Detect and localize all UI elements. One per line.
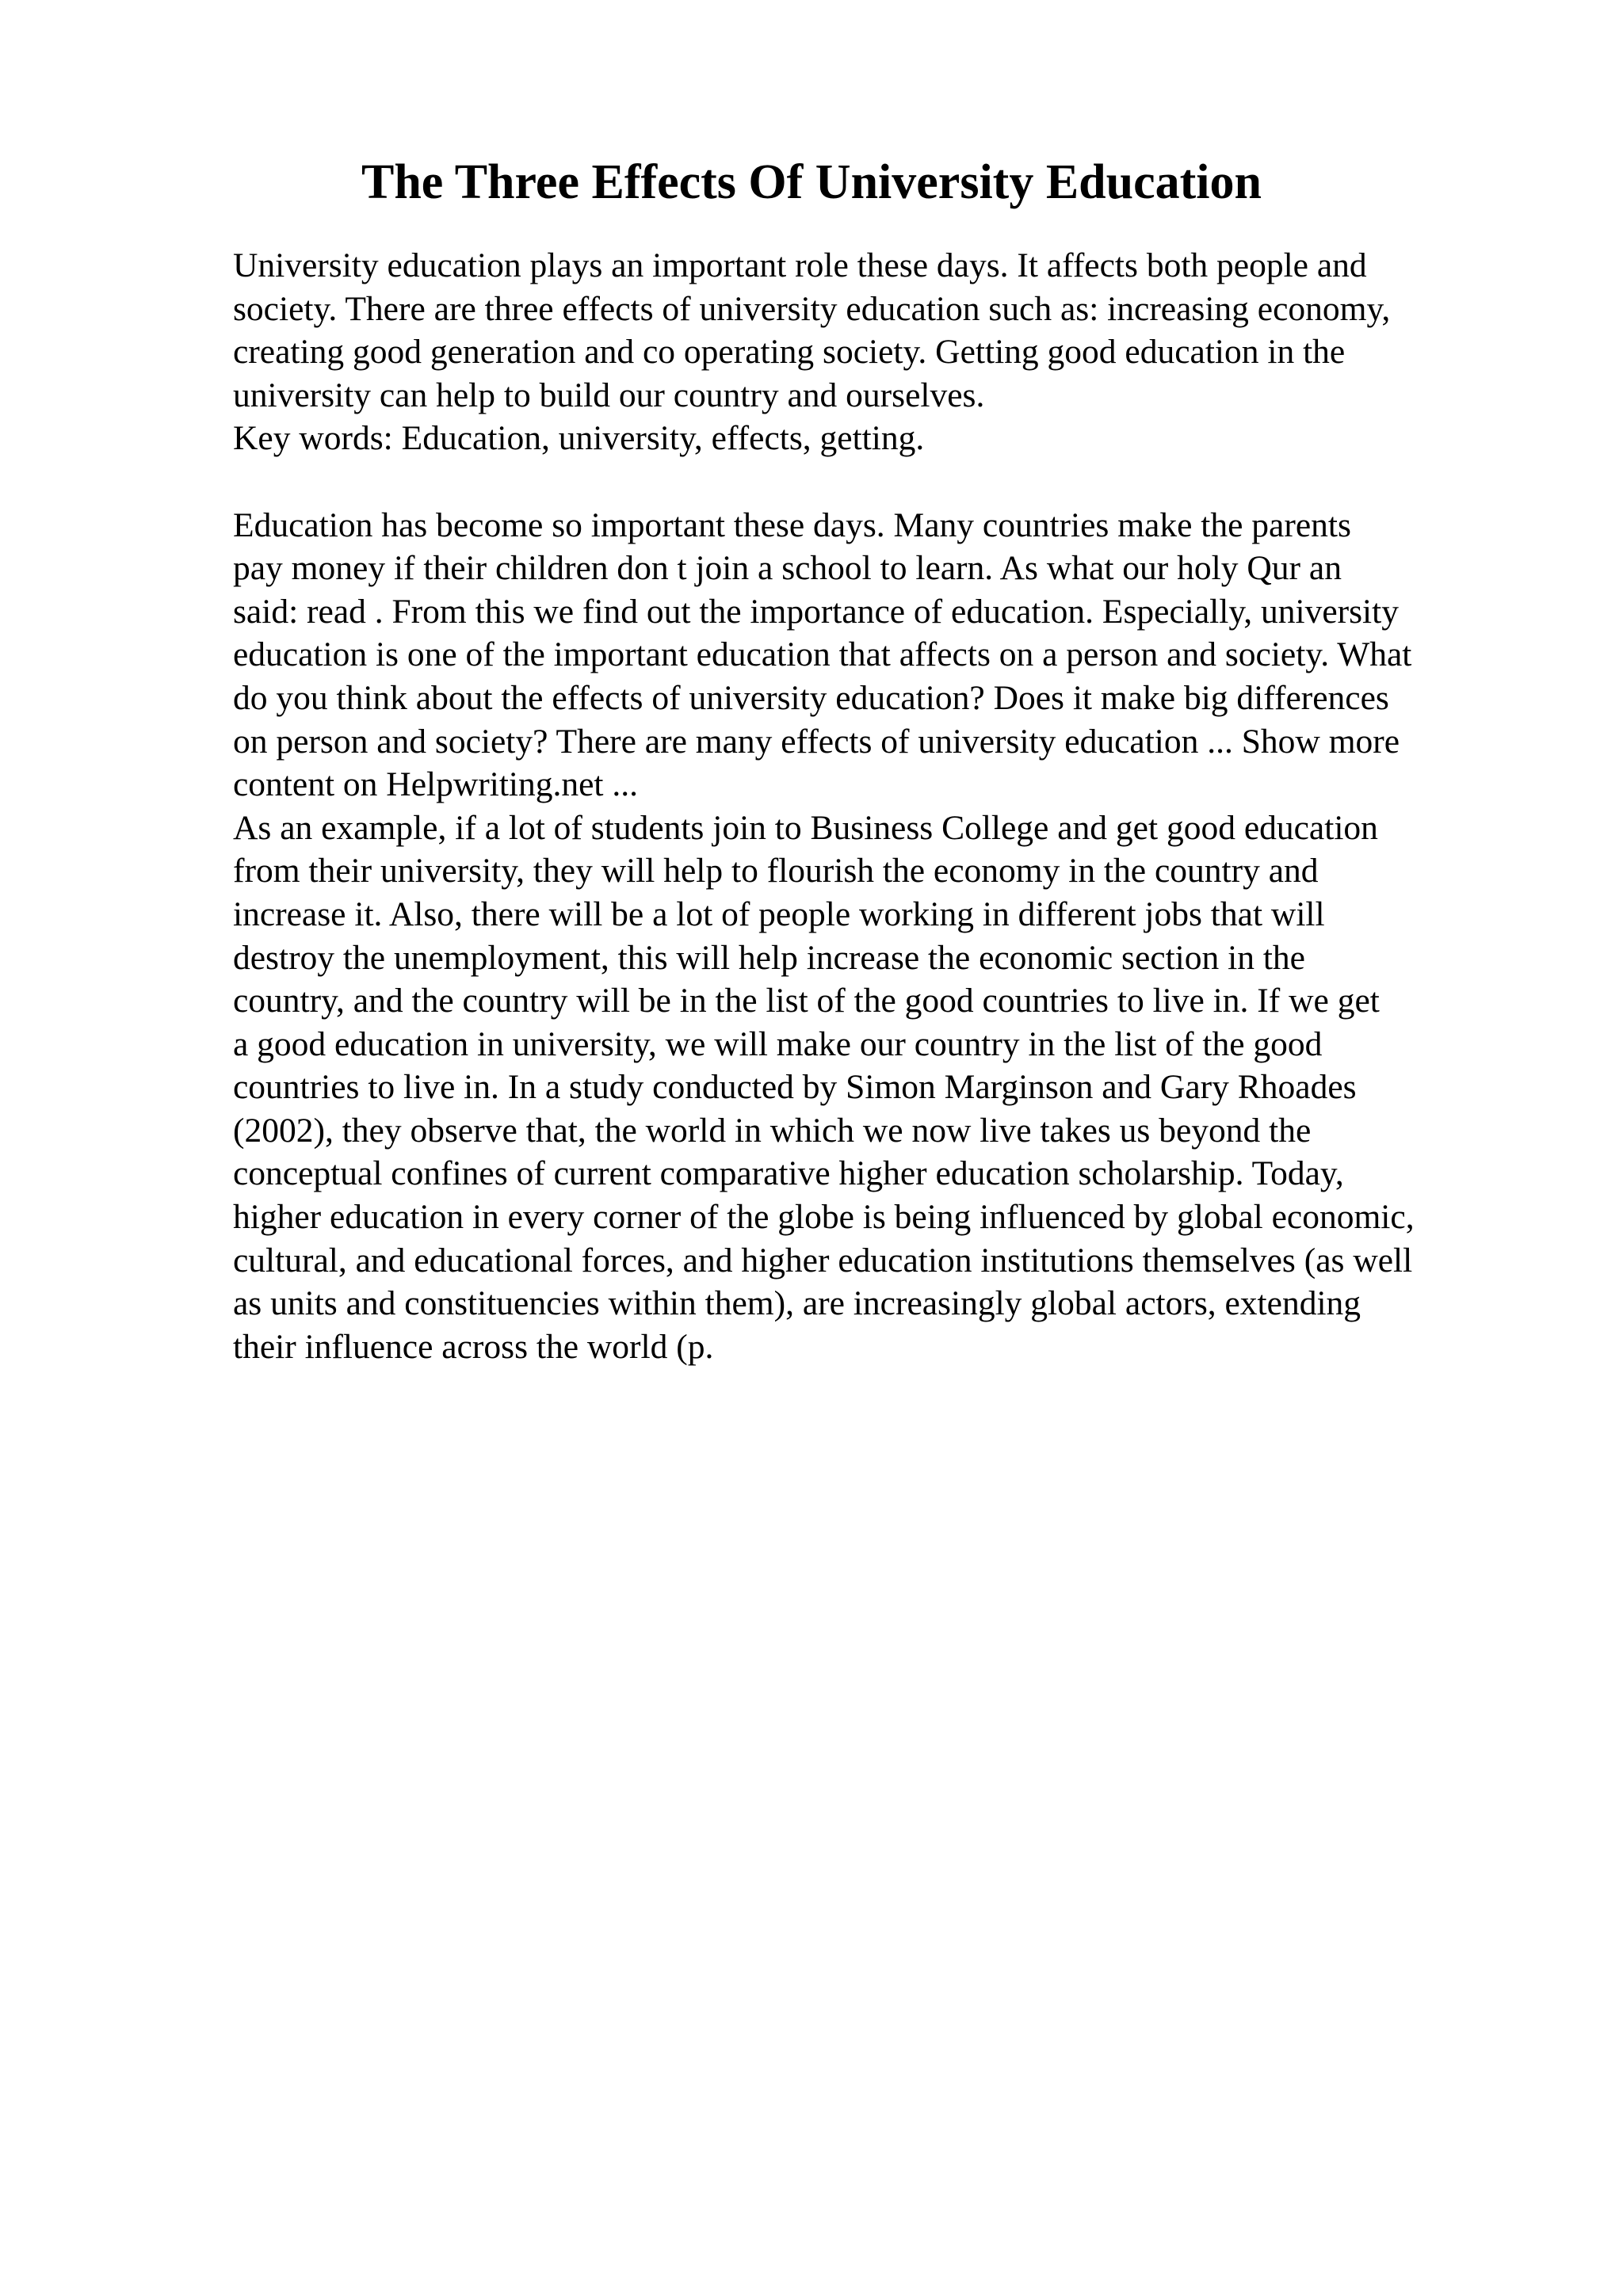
abstract-line: creating good generation and co operating society. Getting good education in the <box>233 333 1346 372</box>
body-line: higher education in every corner of the globe is being influenced by global economic, <box>233 1198 1415 1237</box>
body-line: as units and constituencies within them), are increasingly global actors, extending <box>233 1284 1361 1323</box>
body-line: cultural, and educational forces, and higher education institutions themselves (as well <box>233 1241 1413 1280</box>
body-line: (2002), they observe that, the world in which we now live takes us beyond the <box>233 1111 1312 1150</box>
body-line: countries to live in. In a study conducted by Simon Marginson and Gary Rhoades <box>233 1068 1357 1107</box>
abstract-line: university can help to build our country and ourselves. <box>233 376 985 414</box>
body-line: pay money if their children don t join a school to learn. As what our holy Qur an <box>233 549 1342 588</box>
body-line: Education has become so important these days. Many countries make the parents <box>233 505 1351 544</box>
body-line: destroy the unemployment, this will help increase the economic section in the <box>233 938 1305 977</box>
body-line: from their university, they will help to flourish the economy in the country and <box>233 852 1319 891</box>
body-line: a good education in university, we will make our country in the list of the good <box>233 1024 1323 1063</box>
body-line: increase it. Also, there will be a lot of people working in different jobs that will <box>233 894 1325 933</box>
body-line: on person and society? There are many effects of university education ... Show more <box>233 722 1400 761</box>
body-line: education is one of the important education that affects on a person and society. What <box>233 635 1412 674</box>
body-line: their influence across the world (p. <box>233 1327 714 1366</box>
document-title: The Three Effects Of University Education <box>361 155 1262 209</box>
body-line: do you think about the effects of university education? Does it make big differences <box>233 678 1389 717</box>
paragraph-gap <box>233 460 1580 504</box>
abstract-line: society. There are three effects of university education such as: increasing economy, <box>233 289 1391 328</box>
abstract-line: University education plays an important role these days. It affects both people and <box>233 246 1367 284</box>
body-line: country, and the country will be in the list of the good countries to live in. If we get <box>233 982 1380 1020</box>
body-line: As an example, if a lot of students join to Business College and get good education <box>233 808 1378 847</box>
document-body <box>233 244 1580 1368</box>
keywords-line: Key words: Education, university, effects, getting. <box>233 419 925 458</box>
body-line: content on Helpwriting.net ... <box>233 765 639 804</box>
body-line: said: read . From this we find out the importance of education. Especially, university <box>233 592 1399 631</box>
body-line: conceptual confines of current comparative higher education scholarship. Today, <box>233 1154 1344 1193</box>
